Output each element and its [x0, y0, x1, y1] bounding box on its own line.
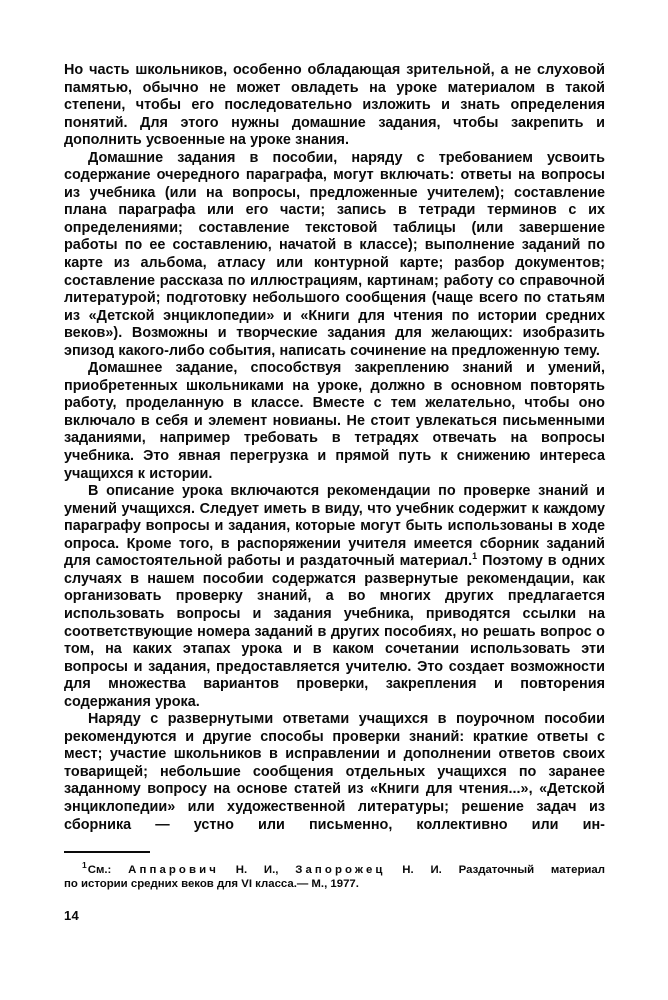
footnote: [64, 860, 605, 891]
paragraph: Домашние задания в пособии, наряду с требованием усвоить содержание очередного параграфа, могут включать: ответы на вопросы из учебника (или на вопросы, предложенные учителем); составление плана параграфа или его части; запись в тетради терминов с их определениями; составление текстовой таблицы (или завершение работы по ее составлению, начатой в классе); выполнение заданий по карте из альбома, атласу или контурной карте; разбор документов; составление рассказа по иллюстрациям, картинам; работу со справочной литературой; подготовку небольшого сообщения (чаще всего по статьям из «Детской энциклопедии» и «Книги для чтения по истории средних веков»). Возможны и творческие задания для желающих: изобразить эпизод какого-либо события, написать сочинение на предложенную тему.: [64, 149, 605, 359]
footnote-author-1: Аппарович: [128, 864, 219, 876]
body-text-column: [64, 62, 605, 834]
footnote-title: Раздаточный материал: [458, 864, 605, 876]
footnote-author-2: Запорожец: [295, 864, 386, 876]
paragraph: Наряду с развернутыми ответами учащихся в поурочном пособии рекомендуются и другие способы проверки знаний: краткие ответы с мест; участие школьников в исправлении и дополнении ответов своих товарищей; небольшие сообщения отдельных учащихся по заранее заданному вопросу на основе статей из «Книги для чтения...», «Детской энциклопедии» или художественной литературы; решение задач из сборника — устно или письменно, коллективно или ин-: [64, 711, 605, 833]
emphasis-term: Домашние задания: [88, 149, 236, 166]
footnote-author-2-initials: Н. И.: [385, 864, 459, 876]
emphasis-term: проверке знаний и умений учащихся.: [64, 483, 605, 517]
footnote-prefix: См.:: [87, 864, 129, 876]
footnote-line-2: по истории средних веков для VI класса.— М., 1977.: [64, 878, 359, 891]
page-number: 14: [64, 908, 80, 923]
footnote-reference: 1: [472, 551, 478, 562]
footnote-author-1-initials: Н. И.,: [218, 864, 296, 876]
footnote-marker: 1: [82, 860, 87, 871]
footnote-line-1: [64, 860, 605, 877]
paragraph: Домашнее задание, способствуя закреплению знаний и умений, приобретенных школьниками на уроке, должно в основном повторять работу, проделанную в классе. Вместе с тем желательно, чтобы оно включало в себя и элемент новианы. Не стоит увлекаться письменными заданиями, например требовать в тетрадях отвечать на вопросы учебника. Это явная перегрузка и прямой путь к снижению интереса учащихся к истории.: [64, 360, 605, 482]
footnote-separator-rule: [64, 851, 150, 853]
paragraph: Но часть школьников, особенно обладающая зрительной, а не слуховой памятью, обычно не может овладеть на уроке материалом в такой степени, чтобы его последовательно изложить и знать определения понятий. Для этого нужны домашние задания, чтобы закрепить и дополнить усвоенные на уроке знания.: [64, 62, 605, 149]
paragraph: В описание урока включаются рекомендации по проверке знаний и умений учащихся. Следует иметь в виду, что учебник содержит к каждому параграфу вопросы и задания, которые могут быть использованы в ходе опроса. Кроме того, в распоряжении учителя имеется сборник заданий для самостоятельной работы и раздаточный материал.$^1$ Поэтому в одних случаях в нашем пособии содержатся развернутые рекомендации, как организовать проверку знаний, а во многих других предлагается использовать вопросы и задания учебника, приводятся ссылки на соответствующие номера заданий в других пособиях, но решать вопрос о том, на каких этапах урока и в каком сочетании использовать эти вопросы и задания, предоставляется учителю. Это создает возможности для множества вариантов проверки, закрепления и повторения содержания урока.: [64, 483, 605, 710]
